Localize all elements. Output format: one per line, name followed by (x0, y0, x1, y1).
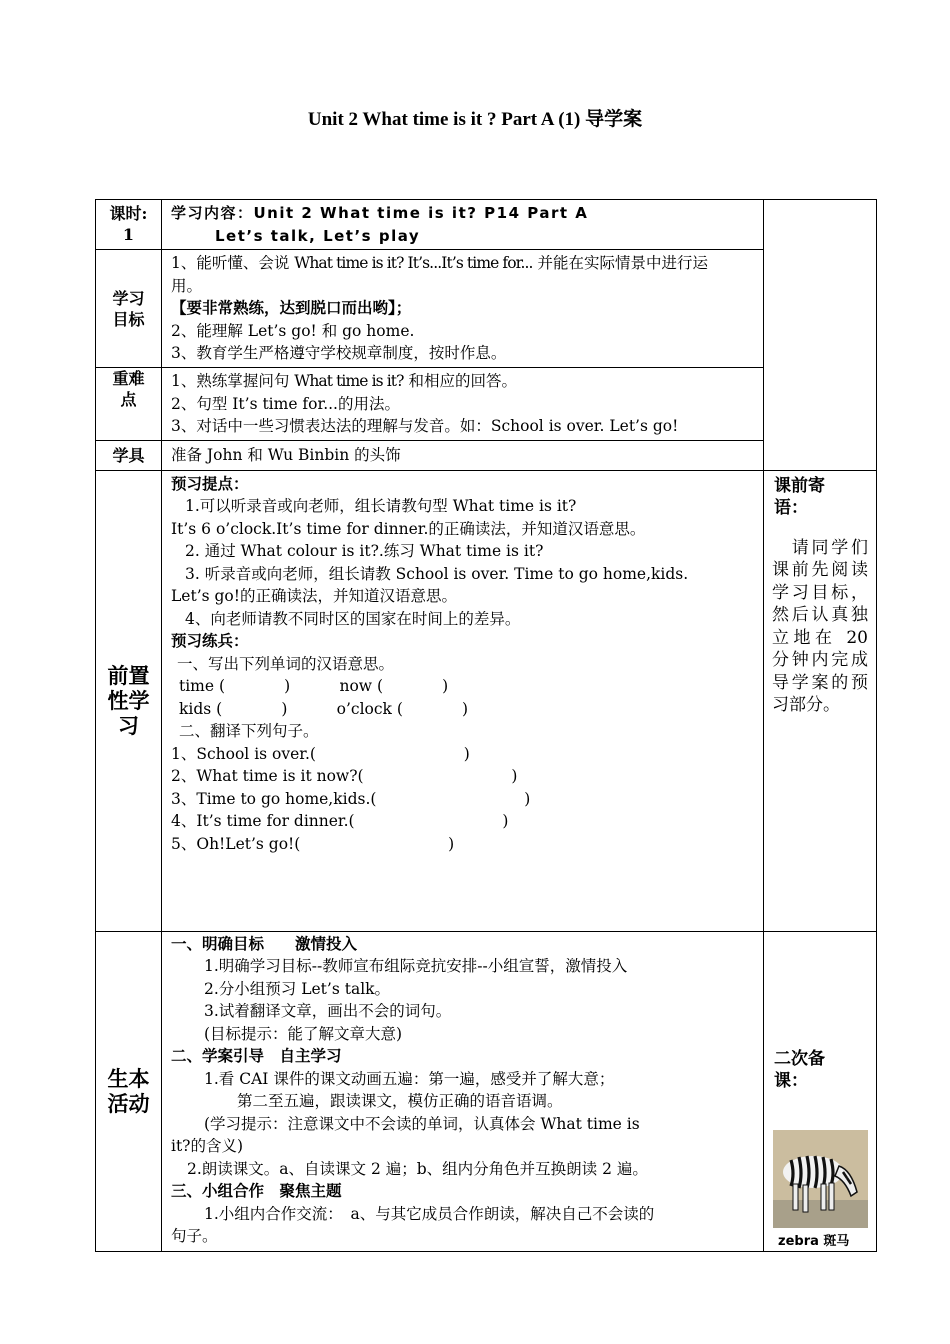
row-lesson (96, 200, 877, 250)
label-text: 课时: (109, 204, 148, 223)
goal-text: What time is it? It’s...It’s time for... (294, 254, 533, 272)
section-heading: 一、明确目标 激情投入 (171, 933, 358, 953)
label-preview (96, 470, 162, 931)
second-prep-heading-text: 课： (774, 1070, 808, 1091)
keypoints-content (162, 368, 764, 441)
preview-content (162, 470, 764, 931)
word-exercise: kids ( ) o’clock ( ) (179, 699, 469, 718)
goal-emphasis: 【要非常熟练，达到脱口而出哟】； (171, 298, 412, 317)
row-tools (96, 440, 877, 470)
second-prep-heading (764, 1044, 876, 1092)
activity-content (162, 931, 764, 1251)
keypoint-text: 1、熟练掌握问句 (171, 372, 295, 390)
lesson-content-line: 学习内容：Unit 2 What time is it? P14 Part A (171, 204, 589, 222)
zebra-image (773, 1130, 868, 1228)
label-text: 1 (122, 225, 135, 244)
activity-line: 1.看 CAI 课件的课文动画五遍：第一遍，感受并了解大意； (204, 1069, 615, 1088)
goals-content (162, 250, 764, 368)
lesson-content-line: Let’s talk, Let’s play (215, 226, 421, 245)
section-heading: 预习练兵： (171, 631, 249, 650)
label-text: 重难 (112, 369, 145, 388)
sentence-exercise: 3、Time to go home,kids.( ) (171, 789, 531, 808)
lesson-content-cell (162, 200, 764, 250)
sentence-exercise: 1、School is over.( ) (171, 744, 470, 763)
goal-text: 并能在实际情景中进行运 (532, 254, 709, 272)
preview-line: 4、向老师请教不同时区的国家在时间上的差异。 (185, 609, 521, 628)
exercise-heading: 一、写出下列单词的汉语意思。 (177, 654, 395, 673)
label-text: 学习 (112, 288, 145, 308)
goal-line: 3、教育学生严格遵守学校规章制度，按时作息。 (171, 344, 507, 362)
keypoint-text: What time is it? (294, 372, 404, 390)
side-note-heading-text: 语： (774, 497, 808, 518)
label-text: 性学 (107, 688, 150, 713)
keypoint-line: 3、对话中一些习惯表达法的理解与发音。如：School is over. Let’s go! (171, 417, 679, 435)
label-text: 习 (118, 713, 139, 738)
sentence-exercise: 5、Oh!Let’s go!( ) (171, 834, 455, 853)
label-goals (96, 250, 162, 368)
section-heading: 预习提点： (171, 473, 249, 493)
label-activity (96, 931, 162, 1251)
label-tools: 学具 (96, 440, 162, 470)
preview-line: 1.可以听录音或向老师，组长请教句型 What time is it? (185, 497, 577, 515)
label-keypoints (96, 368, 162, 441)
lesson-plan-table (95, 199, 877, 1252)
sentence-exercise: 4、It’s time for dinner.( ) (171, 812, 509, 830)
exercise-heading: 二、翻译下列句子。 (179, 722, 319, 740)
activity-line: 句子。 (171, 1227, 218, 1245)
side-note-heading-text: 课前寄 (774, 475, 825, 496)
row-goals (96, 250, 877, 368)
goal-line: 2、能理解 Let’s go! 和 go home. (171, 321, 415, 340)
side-note-heading (764, 471, 876, 519)
preview-line: 3. 听录音或向老师，组长请教 School is over. Time to go home,kids. (185, 564, 689, 583)
side-note-body: 请同学们课前先阅读学习目标，然后认真独立地在 20 分钟内完成导学案的预习部分。 (772, 537, 868, 715)
goal-line (171, 252, 757, 275)
activity-line: 1.小组内合作交流： a、与其它成员合作朗读，解决自己不会读的 (204, 1204, 655, 1223)
row-preview (96, 470, 877, 931)
goal-line: 用。 (171, 276, 203, 295)
section-heading: 二、学案引导 自主学习 (171, 1046, 342, 1065)
activity-line: it?的含义) (171, 1137, 244, 1155)
activity-line: 2.分小组预习 Let’s talk。 (204, 979, 391, 998)
zebra-illustration (773, 1130, 868, 1228)
label-lesson-number (96, 200, 162, 250)
label-text: 点 (120, 390, 137, 409)
activity-line: 3.试着翻译文章，画出不会的词句。 (204, 1002, 452, 1020)
activity-line: 1.明确学习目标--教师宣布组际竞抗安排--小组宣誓，激情投入 (204, 957, 628, 975)
label-text: 前置 (107, 663, 150, 688)
zebra-caption: zebra 斑马 (778, 1234, 850, 1249)
activity-line: (目标提示：能了解文章大意) (204, 1024, 403, 1043)
page-title: Unit 2 What time is it ? Part A (1) 导学案 (307, 109, 643, 130)
label-text: 活动 (107, 1091, 150, 1116)
goal-text: 1、能听懂、会说 (171, 254, 295, 272)
activity-line: 2.朗读课文。a、自读课文 2 遍；b、组内分角色并互换朗读 2 遍。 (187, 1159, 648, 1178)
preview-line: 2. 通过 What colour is it?.练习 What time is it? (185, 542, 544, 560)
label-text: 目标 (112, 309, 145, 329)
tools-content: 准备 John 和 Wu Binbin 的头饰 (162, 440, 764, 470)
keypoint-line (171, 370, 757, 393)
preview-line: Let’s go!的正确读法，并知道汉语意思。 (171, 587, 457, 605)
row-activity (96, 931, 877, 1251)
activity-line: (学习提示：注意课文中不会读的单词，认真体会 What time is (204, 1114, 640, 1133)
activity-line: 第二至五遍，跟读课文，模仿正确的语音语调。 (237, 1092, 563, 1110)
keypoint-line: 2、句型 It’s time for...的用法。 (171, 394, 400, 413)
second-prep-heading-text: 二次备 (774, 1048, 825, 1069)
word-exercise: time ( ) now ( ) (179, 677, 449, 695)
row-keypoints (96, 368, 877, 441)
side-note-cell (764, 470, 877, 931)
preview-line: It’s 6 o’clock.It’s time for dinner.的正确读法，并知道汉语意思。 (171, 519, 646, 538)
section-heading: 三、小组合作 聚焦主题 (171, 1181, 342, 1200)
sentence-exercise: 2、What time is it now?( ) (171, 767, 518, 785)
label-text: 生本 (107, 1066, 150, 1091)
keypoint-text: 和相应的回答。 (403, 372, 517, 390)
blank-side-cell (764, 200, 877, 471)
